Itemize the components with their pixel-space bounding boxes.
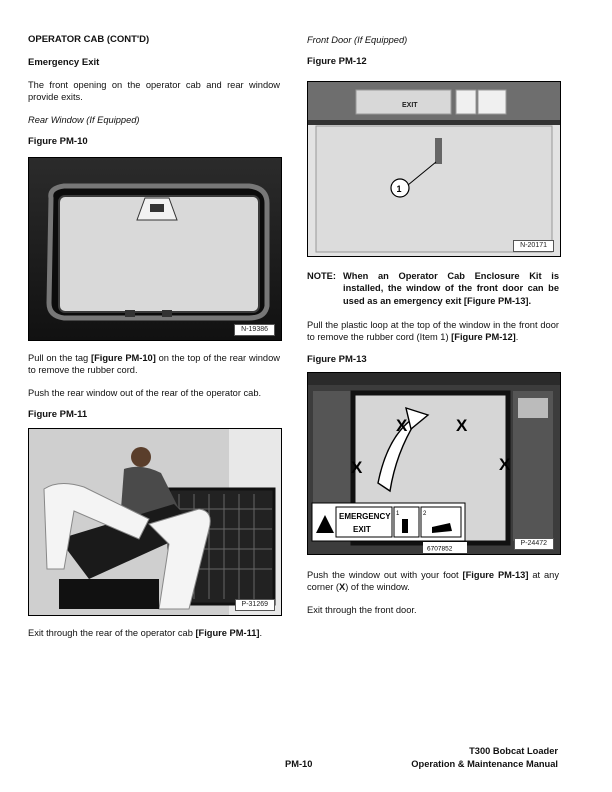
decal-part-number: 6707852 (427, 545, 453, 553)
left-column-lower (28, 352, 280, 421)
figure-pm-13-photo (307, 372, 561, 555)
corner-mark-bottom-left: X (351, 458, 363, 477)
rear-window-caption: Rear Window (If Equipped) (28, 114, 140, 125)
operator-head (131, 447, 151, 467)
figure-pm-10-label: Figure PM-10 (28, 135, 88, 147)
pull-hand-icon (402, 519, 408, 533)
figure-pm-13-label: Figure PM-13 (307, 353, 367, 365)
corner-mark-top-right: X (456, 416, 468, 435)
push-foot-paragraph (307, 569, 559, 594)
note-text: When an Operator Cab Enclosure Kit is installed, the window of the front door can be used as an emergency exit [Figure PM-13]. (343, 271, 559, 306)
figure-pm-13-ref: [Figure PM-13] (462, 570, 529, 580)
exit-front-paragraph: Exit through the front door. (307, 604, 417, 615)
corner-mark-top-left: X (396, 416, 408, 435)
manual-title (411, 745, 558, 771)
push-foot-text-mid: at any corner ( (307, 570, 559, 593)
figure-pm-11-label: Figure PM-11 (28, 408, 88, 420)
page-number: PM-10 (285, 759, 313, 769)
decal-emergency-text: EMERGENCY (339, 512, 391, 521)
corner-mark-bottom-right: X (499, 455, 511, 474)
pull-tag-text: Pull on the tag (28, 353, 91, 363)
figure-pm-12-photo (307, 81, 561, 257)
intro-paragraph: The front opening on the operator cab and rear window provide exits. (28, 80, 280, 103)
figure-pm-10-ref: [Figure PM-10] (91, 353, 156, 363)
right-column-middle (307, 319, 559, 366)
figure-pm-11-photo (28, 428, 282, 616)
pull-loop-text-end: . (515, 332, 519, 343)
pull-tag-paragraph (28, 352, 280, 377)
manual-title-line-1: T300 Bobcat Loader (469, 746, 558, 756)
emergency-exit-heading: Emergency Exit (28, 56, 100, 68)
front-door-illustration (308, 82, 560, 256)
figure-pm-11-code: P-31269 (235, 599, 275, 611)
exit-rear-text-end: . (259, 628, 263, 638)
exit-rear-paragraph (28, 627, 283, 639)
decal-number-1: 1 (396, 511, 400, 517)
right-column (307, 34, 559, 69)
section-title: OPERATOR CAB (CONT'D) (28, 34, 150, 45)
figure-pm-12-label: Figure PM-12 (307, 56, 367, 68)
figure-pm-12-ref: [Figure PM-12] (451, 332, 516, 343)
note-block (307, 270, 559, 307)
figure-pm-10-photo (28, 157, 282, 341)
manual-title-line-2: Operation & Maintenance Manual (411, 759, 558, 770)
plastic-loop-icon (435, 138, 442, 164)
pull-loop-paragraph (307, 319, 559, 344)
figure-pm-10-code: N-19386 (234, 324, 275, 336)
figure-pm-11-ref: [Figure PM-11] (195, 628, 260, 638)
exit-rear-text: Exit through the rear of the operator cab (28, 628, 196, 638)
push-foot-text-end: ) of the window. (345, 582, 410, 593)
exit-sign-text: EXIT (402, 102, 418, 109)
front-door-caption: Front Door (If Equipped) (307, 35, 408, 45)
corner-x-ref: X (339, 582, 346, 593)
note-label: NOTE: (307, 271, 336, 281)
callout-1-label: 1 (396, 184, 402, 194)
pull-loop-text: Pull the plastic loop at the top of the window in the front door to remove the rubber cord (Item 1) (307, 320, 559, 343)
front-window-illustration (308, 373, 560, 554)
pull-tag-text-end: on the top of the rear window to remove the rubber cord. (28, 353, 280, 376)
rear-exit-illustration (29, 429, 281, 615)
left-column (28, 34, 280, 148)
figure-pm-12-code: N-20171 (513, 240, 554, 252)
decal-number-2: 2 (423, 511, 427, 517)
rear-window-illustration (29, 158, 281, 340)
push-foot-text: Push the window out with your foot (307, 570, 463, 580)
figure-pm-13-code: P-24472 (514, 538, 554, 550)
decal-exit-text: EXIT (353, 525, 371, 534)
right-column-lower (307, 569, 559, 616)
push-rear-window-paragraph: Push the rear window out of the rear of the operator cab. (28, 387, 262, 398)
